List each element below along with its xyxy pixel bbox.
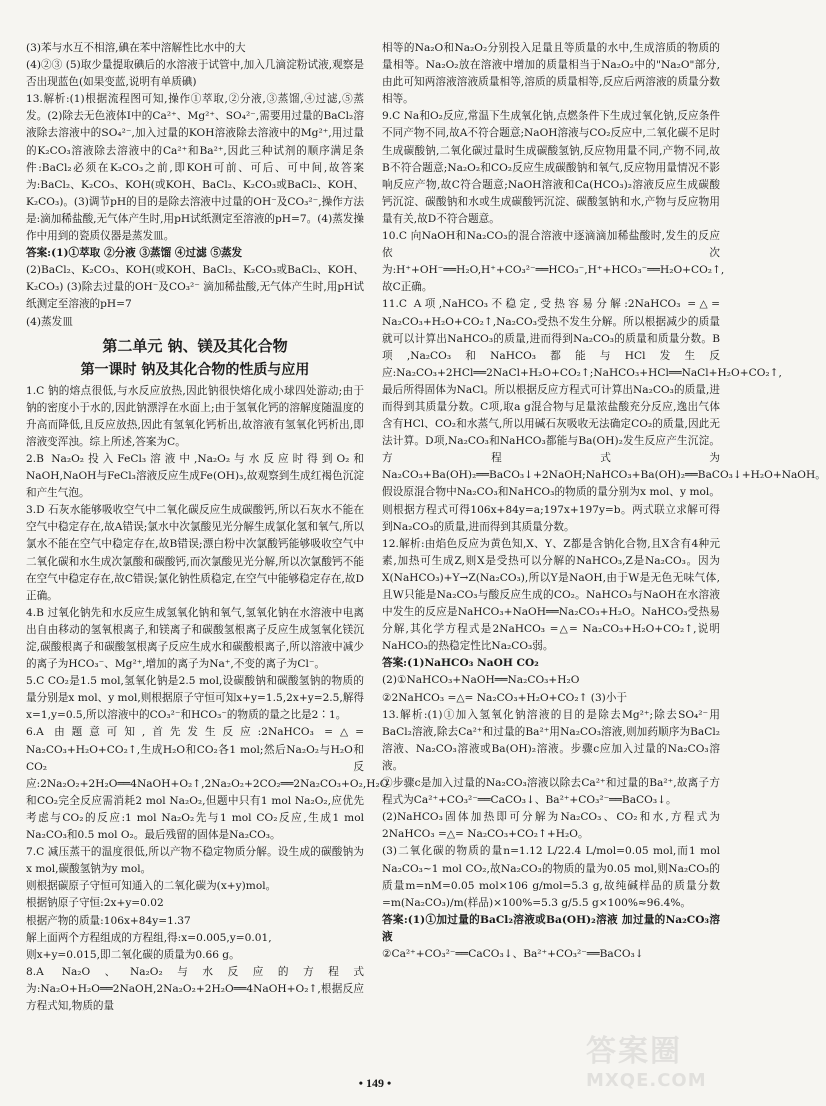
para: (2)①NaHCO₃+NaOH══Na₂CO₃+H₂O — [382, 674, 580, 687]
watermark-url: MXQE.COM — [586, 1070, 707, 1091]
para: 1.C 钠的熔点很低,与水反应放热,因此钠很快熔化成小球四处游动;由于钠的密度小于水的,因此钠漂浮在水面上;由于氢氧化钙的溶解度随温度的升高而降低,且反应放热,因此有氢氧化钙析出,故溶液有氢氧化钙析出,即溶液变浑浊。综上所述,答案为C。 — [26, 384, 364, 448]
para: 11.C A项,NaHCO₃不稳定,受热容易分解:2NaHCO₃ =△= Na₂CO₃+H₂O+CO₂↑,Na₂CO₃受热不发生分解。所以根据减少的质量就可以计算出NaHCO₃的质量,进而得到Na₂CO₃的质量和质量分数。B项,Na₂CO₃和NaHCO₃都能与HCl发生反应:Na₂CO₃+2HCl══2NaCl+H₂O+CO₂↑;NaHCO₃+HCl══NaCl+H₂O+CO₂↑,最后所得固体为NaCl。所以根据反应方程式可计算出Na₂CO₃的质量,进而得到其质量分数。C项,取a g混合物与足量浓盐酸充分反应,逸出气体含有HCl、CO₂和水蒸气,所以用碱石灰吸收无法确定CO₂的质量,因此无法计算。D项,Na₂CO₃和NaHCO₃都能与Ba(OH)₂发生反应产生沉淀。方程式为Na₂CO₃+Ba(OH)₂══BaCO₃↓+2NaOH;NaHCO₃+Ba(OH)₂══BaCO₃↓+H₂O+NaOH。假设原混合物中Na₂CO₃和NaHCO₃的物质的量分别为x mol、y mol。则根据方程式可得106x+84y=a;197x+197y=b。两式联立求解可得到Na₂CO₃的质量,进而得到其质量分数。 — [382, 298, 826, 533]
para: 解上面两个方程组成的方程组,得:x=0.005,y=0.01, — [26, 931, 272, 944]
para: 12.解析:由焰色反应为黄色知,X、Y、Z都是含钠化合物,且X含有4种元素,加热可生成Z,则X是受热可以分解的NaHCO₃,Z是Na₂CO₃。因为X(NaHCO₃)+Y→Z(Na₂CO₃),所以Y是NaOH,由于W是无色无味气体,且W只能是Na₂CO₃与酸反应生成的CO₂。NaHCO₃与NaOH在水溶液中发生的反应是NaHCO₃+NaOH══Na₂CO₃+H₂O。NaHCO₃受热易分解,其化学方程式是2NaHCO₃ =△= Na₂CO₃+H₂O+CO₂↑,说明NaHCO₃的热稳定性比Na₂CO₃弱。 — [382, 537, 720, 653]
answer-line: 答案:(1)①萃取 ②分液 ③蒸馏 ④过滤 ⑤蒸发 — [26, 247, 243, 260]
answer-line: 答案:(1)NaHCO₃ NaOH CO₂ — [382, 657, 539, 670]
para: 8.A Na₂O、Na₂O₂与水反应的方程式为:Na₂O+H₂O══2NaOH,2Na₂O₂+2H₂O══4NaOH+O₂↑,根据反应方程式知,物质的量 — [26, 965, 364, 1012]
para: 5.C CO₂是1.5 mol,氢氧化钠是2.5 mol,设碳酸钠和碳酸氢钠的物质的量分别是x mol、y mol,则根据原子守恒可知x+y=1.5,2x+y=2.5,解得x=1,y=0.5,所以溶液中的CO₃²⁻和HCO₃⁻的物质的量之比是2∶1。 — [26, 675, 364, 722]
para: 9.C Na和O₂反应,常温下生成氧化钠,点燃条件下生成过氧化钠,反应条件不同产物不同,故A不符合题意;NaOH溶液与CO₂反应中,二氧化碳不足时生成碳酸钠,二氧化碳过量时生成碳酸氢钠,反应物用量不同,产物不同,故B不符合题意;Na₂O₂和CO₂反应生成碳酸钠和氧气,反应物用量情况不影响反应产物,故C符合题意;NaOH溶液和Ca(HCO₃)₂溶液反应生成碳酸钙沉淀、碳酸钠和水或生成碳酸钙沉淀、碳酸氢钠和水,产物与反应物用量有关,故D不符合题意。 — [382, 110, 720, 225]
para: ②2NaHCO₃ =△= Na₂CO₃+H₂O+CO₂↑ (3)小于 — [382, 691, 628, 704]
para: 13.解析:(1)①加入氢氧化钠溶液的目的是除去Mg²⁺;除去SO₄²⁻用BaCl₂溶液,除去Ca²⁺和过量的Ba²⁺用Na₂CO₃溶液,则加药顺序为BaCl₂溶液、Na₂CO₃溶液或Ba(OH)₂溶液。步骤c应加入过量的Na₂CO₃溶液。 — [382, 708, 720, 772]
para: 7.C 减压蒸干的温度很低,所以产物不稳定物质分解。设生成的碳酸钠为x mol,碳酸氢钠为y mol。 — [26, 846, 364, 876]
para: 则根据碳原子守恒可知通入的二氧化碳为(x+y)mol。 — [26, 880, 277, 893]
para: 相等的Na₂O和Na₂O₂分别投入足量且等质量的水中,生成溶质的物质的量相等。Na₂O₂放在溶液中增加的质量相当于Na₂O₂中的"Na₂O"部分,由此可知两溶液溶液质量相等,溶质的质量相等,反应后两溶液的质量分数相等。 — [382, 42, 720, 106]
para: 根据产物的质量:106x+84y=1.37 — [26, 914, 191, 927]
answer-line: 答案:(1)①加过量的BaCl₂溶液或Ba(OH)₂溶液 加过量的Na₂CO₃溶液 — [382, 913, 720, 943]
para: 6.A 由题意可知,首先发生反应:2NaHCO₃ =△= Na₂CO₃+H₂O+CO₂↑,生成H₂O和CO₂各1 mol;然后Na₂O₂与H₂O和CO₂反应:2Na₂O₂+2H₂O══4NaOH+O₂↑,2Na₂O₂+2CO₂══2Na₂CO₃+O₂,H₂O和CO₂完全反应需消耗2 mol Na₂O₂,但题中只有1 mol Na₂O₂,应优先考虑与CO₂的反应:1 mol Na₂O₂先与1 mol CO₂反应,生成1 mol Na₂CO₃和0.5 mol O₂。最后残留的固体是Na₂CO₃。 — [26, 726, 389, 842]
para: (3)苯与水互不相溶,碘在苯中溶解性比水中的大 — [26, 42, 246, 54]
para: (3)二氧化碳的物质的量n=1.12 L/22.4 L/mol=0.05 mol,而1 mol Na₂CO₃~1 mol CO₂,故Na₂CO₃的物质的量为0.05 mol,则Na₂CO₃的质量m=nM=0.05 mol×106 g/mol=5.3 g,故纯碱样品的质量分数=m(Na₂CO₃)/m(样品)×100%=5.3 g/5.5 g×100%≈96.4%。 — [382, 845, 720, 909]
answer-page — [26, 40, 826, 1060]
para: (4)蒸发皿 — [26, 315, 73, 328]
para: 根据钠原子守恒:2x+y=0.02 — [26, 897, 164, 910]
left-column — [26, 40, 389, 1015]
watermark-logo — [586, 1026, 736, 1096]
para: 13.解析:(1)根据流程图可知,操作①萃取,②分液,③蒸馏,④过滤,⑤蒸发。(2)除去无色液体Ⅰ中的Ca²⁺、Mg²⁺、SO₄²⁻,需要用过量的BaCl₂溶液除去溶液中的SO₄²⁻,加入过量的KOH溶液除去溶液中的Mg²⁺,用过量的K₂CO₃溶液除去溶液中的Ca²⁺和Ba²⁺,因此三种试剂的顺序满足条件:BaCl₂必须在K₂CO₃之前,即KOH可前、可后、可中间,故答案为:BaCl₂、K₂CO₃、KOH(或KOH、BaCl₂、K₂CO₃或BaCl₂、KOH、K₂CO₃)。(3)调节pH的目的是除去溶液中过量的OH⁻及CO₃²⁻,操作方法是:滴加稀盐酸,无气体产生时,用pH试纸测定至溶液的pH=7。(4)蒸发操作中用到的瓷质仪器是蒸发皿。 — [26, 93, 364, 243]
para: 2.B Na₂O₂投入FeCl₃溶液中,Na₂O₂与水反应时得到O₂和NaOH,NaOH与FeCl₃溶液反应生成Fe(OH)₃,故观察到生成红褐色沉淀和产生气泡。 — [26, 452, 364, 500]
para: (2)BaCl₂、K₂CO₃、KOH(或KOH、BaCl₂、K₂CO₃或BaCl₂、KOH、K₂CO₃) (3)除去过量的OH⁻及CO₃²⁻ 滴加稀盐酸,无气体产生时,用pH试纸测定至溶液的pH=7 — [26, 264, 364, 311]
para: 4.B 过氧化钠先和水反应生成氢氧化钠和氧气,氢氧化钠在水溶液中电离出自由移动的氢氧根离子,和镁离子和碳酸氢根离子反应生成氢氧化镁沉淀,碳酸根离子和碳酸氢根离子反应生成水和碳酸根离子,所以溶液中减少的离子为HCO₃⁻、Mg²⁺,增加的离子为Na⁺,不变的离子为Cl⁻。 — [26, 606, 364, 671]
page-number: • 149 • — [358, 1076, 392, 1090]
para: 3.D 石灰水能够吸收空气中二氧化碳反应生成碳酸钙,所以石灰水不能在空气中稳定存在,故A错误;氯水中次氯酸见光分解生成氯化氢和氧气,所以氯水不能在空气中稳定存在,故B错误;漂白粉中次氯酸钙能够吸收空气中二氧化碳和水生成次氯酸和碳酸钙,而次氯酸见光分解,所以次氯酸钙不能在空气中稳定存在,故C错误;氯化钠性质稳定,在空气中能够稳定存在,故D正确。 — [26, 504, 364, 602]
para: 10.C 向NaOH和Na₂CO₃的混合溶液中逐滴滴加稀盐酸时,发生的反应依次为:H⁺+OH⁻══H₂O,H⁺+CO₃²⁻══HCO₃⁻,H⁺+HCO₃⁻══H₂O+CO₂↑,故C正确。 — [382, 230, 725, 294]
unit-heading: 第二单元 钠、镁及其化合物 — [102, 336, 288, 355]
para: ②Ca²⁺+CO₃²⁻══CaCO₃↓、Ba²⁺+CO₃²⁻══BaCO₃↓ — [382, 947, 644, 960]
para: 则x+y=0.015,即二氧化碳的质量为0.66 g。 — [26, 948, 240, 961]
watermark-text: 答案圈 — [586, 1034, 682, 1069]
lesson-heading: 第一课时 钠及其化合物的性质与应用 — [80, 361, 310, 378]
right-column — [382, 40, 826, 963]
para: (4)②③ (5)取少量提取碘后的水溶液于试管中,加入几滴淀粉试液,观察是否出现蓝色(如果变蓝,说明有单质碘) — [26, 59, 364, 89]
para: ②步骤c是加入过量的Na₂CO₃溶液以除去Ca²⁺和过量的Ba²⁺,故离子方程式为Ca²⁺+CO₃²⁻══CaCO₃↓、Ba²⁺+CO₃²⁻══BaCO₃↓。 — [382, 777, 720, 807]
para: (2)NaHCO₃固体加热即可分解为Na₂CO₃、CO₂和水,方程式为2NaHCO₃ =△= Na₂CO₃+CO₂↑+H₂O。 — [382, 811, 720, 841]
